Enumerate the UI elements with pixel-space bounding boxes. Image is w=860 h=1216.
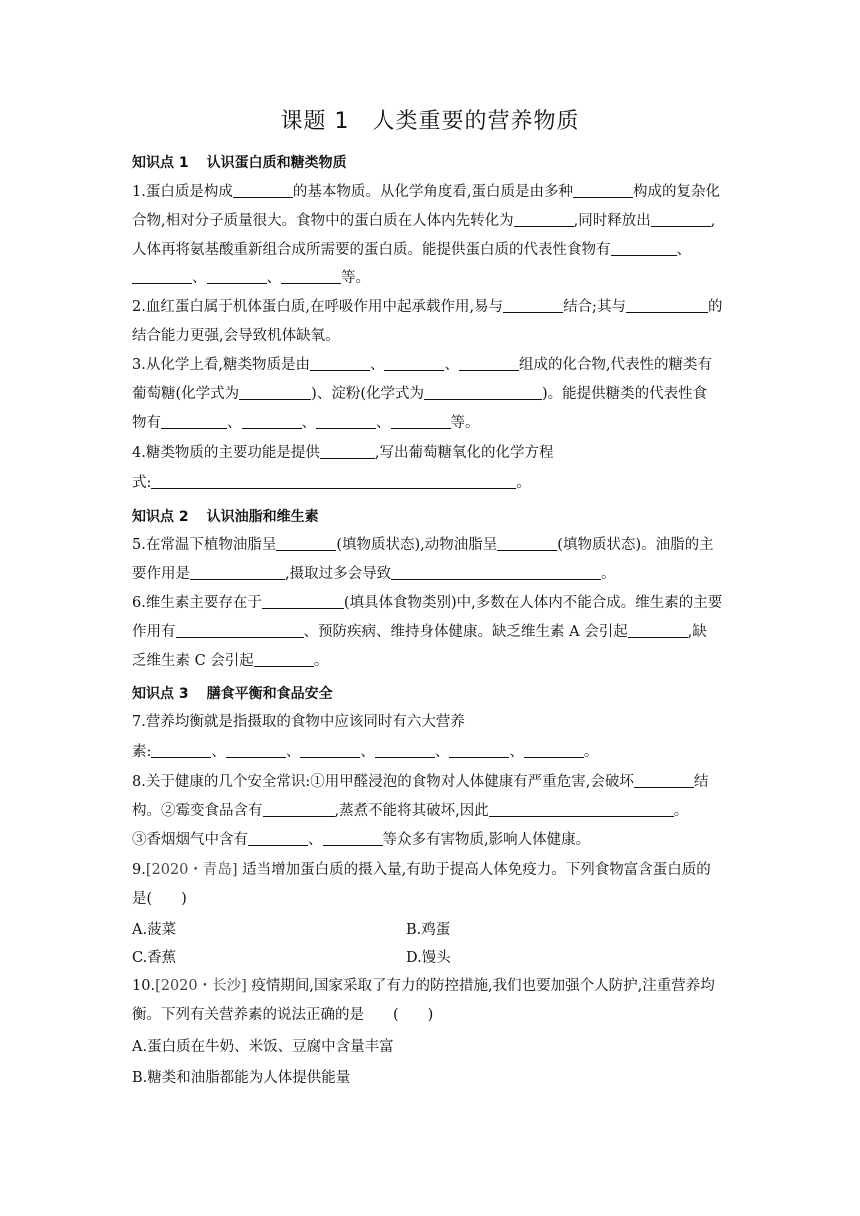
q3-text: 3.从化学上看,糖类物质是由 — [132, 357, 310, 373]
q3-text: 、 — [301, 415, 316, 431]
q4-line-2 — [132, 473, 732, 493]
answer-blank[interactable] — [300, 742, 360, 758]
q8-line-1 — [132, 772, 732, 792]
answer-blank[interactable] — [176, 622, 304, 638]
q10-option-b[interactable]: B.糖类和油脂都能为人体提供能量 — [132, 1070, 351, 1086]
question-number: 10. — [132, 978, 156, 994]
q9-line-2 — [132, 889, 732, 909]
q8-text: 构。②霉变食品含有 — [132, 803, 263, 819]
answer-blank[interactable] — [391, 413, 451, 429]
q6-line-1 — [132, 593, 732, 613]
q2-text: 2.血红蛋白属于机体蛋白质,在呼吸作用中起承载作用,易与 — [132, 299, 504, 315]
q7-text: 素: — [132, 744, 152, 760]
section-heading-1 — [132, 152, 347, 172]
answer-blank[interactable] — [384, 355, 444, 371]
q6-text: 作用有 — [132, 624, 176, 640]
q1-line-4 — [132, 268, 732, 288]
answer-blank[interactable] — [151, 742, 211, 758]
q9-option-c[interactable]: C.香蕉 — [132, 950, 177, 966]
q6-text: ,缺 — [687, 624, 707, 640]
section-heading-3 — [132, 683, 333, 703]
answer-blank[interactable] — [248, 830, 308, 846]
answer-blank[interactable] — [626, 297, 708, 313]
q2-text: 结合;其与 — [563, 299, 626, 315]
q5-line-1 — [132, 535, 732, 555]
q4-line-1 — [132, 443, 732, 463]
answer-blank[interactable] — [316, 413, 376, 429]
q4-text: 4.糖类物质的主要功能是提供 — [132, 445, 320, 461]
q1-text: 1.蛋白质是构成 — [132, 184, 233, 200]
q10-text: 疫情期间,国家采取了有力的防控措施,我们也要加强个人防护,注重营养均 — [246, 978, 715, 994]
q1-text: 人体再将氨基酸重新组合成所需要的蛋白质。能提供蛋白质的代表性食物有 — [132, 242, 611, 258]
answer-blank[interactable] — [628, 622, 688, 638]
q3-text: 组成的化合物,代表性的糖类有 — [518, 357, 713, 373]
section-heading-2 — [132, 506, 319, 526]
answer-blank[interactable] — [651, 211, 711, 227]
page-title: 课题 1 人类重要的营养物质 — [280, 109, 580, 134]
q2-text: 结合能力更强,会导致机体缺氧。 — [132, 328, 340, 344]
answer-blank[interactable] — [573, 182, 633, 198]
q10-line-1 — [132, 976, 732, 996]
equation-blank[interactable] — [151, 473, 516, 489]
answer-blank[interactable] — [207, 268, 267, 284]
q7-line-2 — [132, 742, 732, 762]
q8-text: ③香烟烟气中含有 — [132, 832, 248, 848]
q8-text: 8.关于健康的几个安全常识:①用甲醛浸泡的食物对人体健康有严重危害,会破坏 — [132, 774, 634, 790]
separator: 、 — [509, 744, 524, 760]
question-number: 9. — [132, 862, 146, 878]
q3-text: 、 — [444, 357, 459, 373]
section-name: 认识蛋白质和糖类物质 — [206, 155, 347, 171]
q5-text: (填物质状态),动物油脂呈 — [336, 537, 498, 553]
separator: 、 — [360, 744, 375, 760]
q4-text: 。 — [516, 475, 531, 491]
answer-blank[interactable] — [514, 211, 574, 227]
q1-text: 合物,相对分子质量很大。食物中的蛋白质在人体内先转化为 — [132, 213, 514, 229]
q9-line-1 — [132, 860, 732, 880]
answer-blank[interactable] — [281, 268, 341, 284]
answer-blank[interactable] — [497, 535, 557, 551]
q1-text: , — [710, 213, 716, 229]
q6-text: 6.维生素主要存在于 — [132, 595, 262, 611]
q10-text: 衡。下列有关营养素的说法正确的是 ( ) — [132, 1007, 434, 1023]
q8-text: 、 — [308, 832, 323, 848]
q1-line-1 — [132, 182, 732, 202]
question-source: [2020・长沙] — [155, 978, 247, 994]
answer-blank[interactable] — [424, 384, 542, 400]
q6-text: 乏维生素 C 会引起 — [132, 653, 254, 669]
answer-blank[interactable] — [233, 182, 293, 198]
separator: 、 — [211, 744, 226, 760]
q3-line-1 — [132, 355, 732, 375]
q6-line-3 — [132, 651, 732, 671]
q3-text: 、 — [227, 415, 242, 431]
q1-text: 、 — [192, 270, 207, 286]
q1-text: 构成的复杂化 — [632, 184, 720, 200]
answer-blank[interactable] — [263, 801, 335, 817]
q9-option-b[interactable]: B.鸡蛋 — [406, 922, 451, 938]
q8-line-2 — [132, 801, 732, 821]
answer-blank[interactable] — [375, 742, 435, 758]
q8-line-3 — [132, 830, 732, 850]
q1-line-3 — [132, 240, 732, 260]
q5-text: (填物质状态)。油脂的主 — [557, 537, 714, 553]
q3-line-2 — [132, 384, 732, 404]
q2-text: 的 — [707, 299, 723, 315]
q2-line-2 — [132, 326, 732, 346]
answer-blank[interactable] — [524, 742, 584, 758]
q8-text: ,蒸煮不能将其破坏,因此 — [334, 803, 489, 819]
answer-blank[interactable] — [320, 443, 375, 459]
q1-text: 、 — [266, 270, 281, 286]
q5-text: ,摄取过多会导致 — [285, 566, 392, 582]
answer-blank[interactable] — [242, 413, 302, 429]
q10-line-2 — [132, 1005, 732, 1025]
answer-blank[interactable] — [489, 801, 674, 817]
answer-blank[interactable] — [323, 830, 383, 846]
q9-option-a[interactable]: A.菠菜 — [132, 922, 177, 938]
answer-blank[interactable] — [503, 297, 563, 313]
q9-option-d[interactable]: D.馒头 — [406, 950, 451, 966]
q6-text: 、预防疾病、维持身体健康。缺乏维生素 A 会引起 — [303, 624, 628, 640]
q1-text: 的基本物质。从化学角度看,蛋白质是由多种 — [292, 184, 573, 200]
q1-text: 等。 — [341, 270, 370, 286]
q9-text: 是( ) — [132, 891, 187, 907]
answer-blank[interactable] — [254, 651, 314, 667]
q4-text: ,写出葡萄糖氧化的化学方程 — [374, 445, 554, 461]
q5-line-2 — [132, 564, 732, 584]
answer-blank[interactable] — [449, 742, 509, 758]
q8-text: 。 — [673, 803, 689, 819]
q3-text: 等。 — [450, 415, 480, 431]
q6-text: 。 — [313, 653, 329, 669]
answer-blank[interactable] — [391, 564, 601, 580]
q2-line-1 — [132, 297, 732, 317]
q4-text: 式: — [132, 475, 152, 491]
q3-text: )、淀粉(化学式为 — [311, 386, 424, 402]
question-source: [2020・青岛] — [145, 862, 238, 878]
q8-text: 等众多有害物质,影响人体健康。 — [382, 832, 591, 848]
q10-option-a[interactable]: A.蛋白质在牛奶、米饭、豆腐中含量丰富 — [132, 1039, 394, 1055]
answer-blank[interactable] — [611, 240, 677, 256]
q5-text: 。 — [601, 566, 616, 582]
q5-text: 5.在常温下植物油脂呈 — [132, 537, 277, 553]
section-number: 知识点 3 — [132, 686, 189, 702]
q8-text: 结 — [693, 774, 709, 790]
q7-line-1 — [132, 712, 732, 732]
q7-text: 。 — [583, 744, 599, 760]
answer-blank[interactable] — [132, 268, 192, 284]
q3-text: 、 — [369, 357, 385, 373]
q3-line-3 — [132, 413, 732, 433]
answer-blank[interactable] — [226, 742, 286, 758]
q9-text: 适当增加蛋白质的摄入量,有助于提高人体免疫力。下列食物富含蛋白质的 — [237, 862, 711, 878]
section-number: 知识点 2 — [132, 509, 189, 525]
q6-line-2 — [132, 622, 732, 642]
answer-blank[interactable] — [310, 355, 370, 371]
q7-text: 7.营养均衡就是指摄取的食物中应该同时有六大营养 — [132, 714, 465, 730]
answer-blank[interactable] — [239, 384, 311, 400]
answer-blank[interactable] — [190, 564, 285, 580]
q3-text: 葡萄糖(化学式为 — [132, 386, 240, 402]
separator: 、 — [285, 744, 301, 760]
q6-text: (填具体食物类别)中,多数在人体内不能合成。维生素的主要 — [343, 595, 723, 611]
section-name: 膳食平衡和食品安全 — [206, 686, 333, 702]
answer-blank[interactable] — [262, 593, 344, 609]
section-number: 知识点 1 — [132, 155, 189, 171]
section-name: 认识油脂和维生素 — [206, 509, 319, 525]
q1-text: ,同时释放出 — [573, 213, 651, 229]
q1-text: 、 — [676, 242, 691, 258]
separator: 、 — [434, 744, 450, 760]
q3-text: )。能提供糖类的代表性食 — [542, 386, 708, 402]
answer-blank[interactable] — [276, 535, 336, 551]
q5-text: 要作用是 — [132, 566, 190, 582]
answer-blank[interactable] — [459, 355, 519, 371]
q3-text: 、 — [376, 415, 391, 431]
q3-text: 物有 — [132, 415, 161, 431]
q1-line-2 — [132, 211, 732, 231]
answer-blank[interactable] — [634, 772, 694, 788]
answer-blank[interactable] — [161, 413, 227, 429]
